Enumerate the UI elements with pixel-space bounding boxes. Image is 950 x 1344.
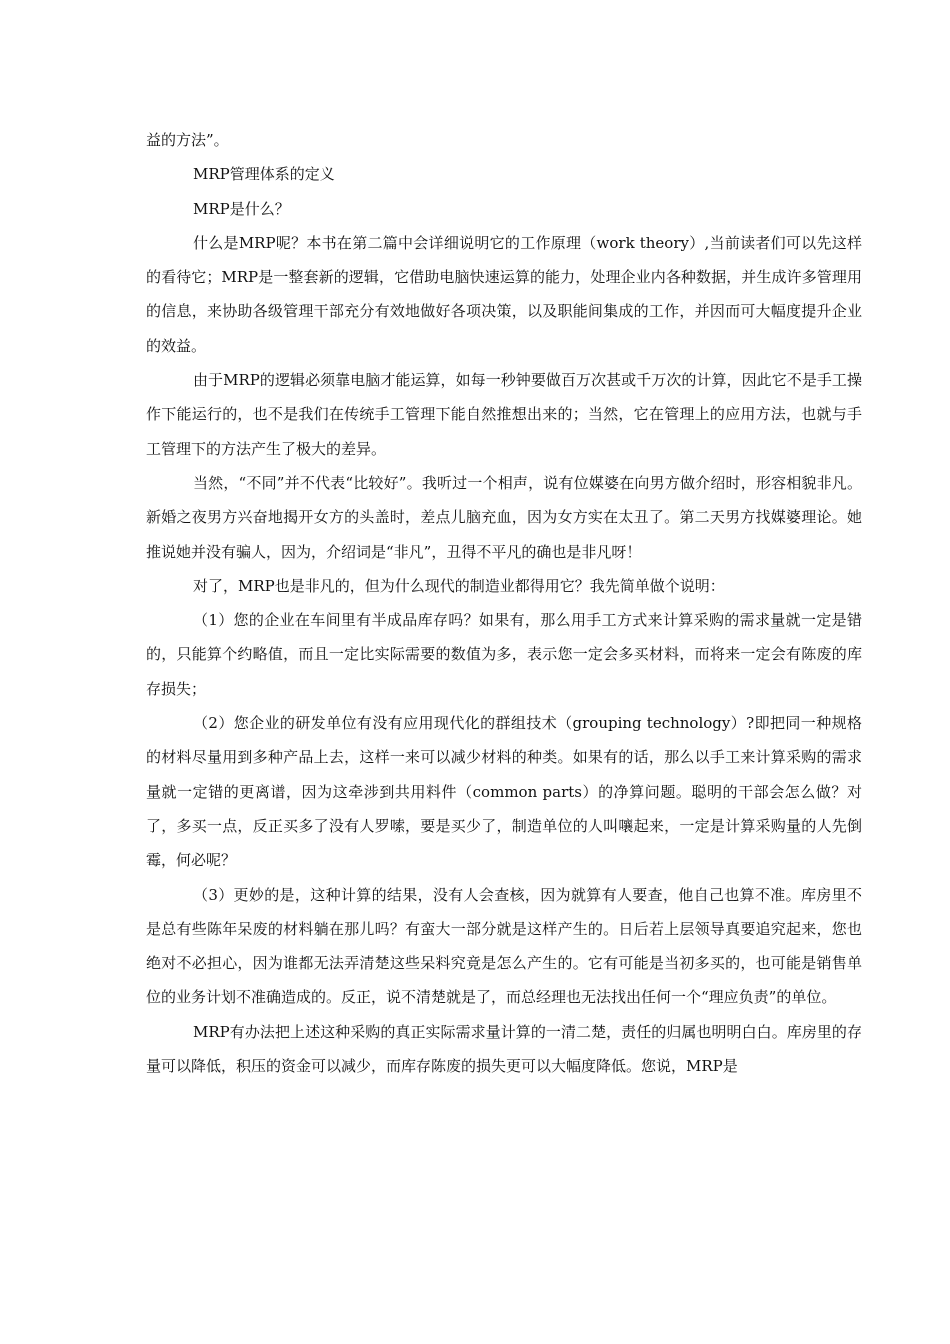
list-item-2: （2）您企业的研发单位有没有应用现代化的群组技术（grouping technology）?即把同一种规格的材料尽量用到多种产品上去，这样一来可以减少材料的种类。如果有的话，那么以手工来计算采购的需求量就一定错的更离谱，因为这牵涉到共用料件（common parts）的净算问题。聪明的干部会怎么做？对了，多买一点，反正买多了没有人罗嗦，要是买少了，制造单位的人叫嚷起来，一定是计算采购量的人先倒霉，何必呢？ bbox=[146, 714, 862, 870]
paragraph: 什么是MRP呢？本书在第二篇中会详细说明它的工作原理（work theory）,当前读者们可以先这样的看待它；MRP是一整套新的逻辑，它借助电脑快速运算的能力，处理企业内各种数据，并生成许多管理用的信息，来协助各级管理干部充分有效地做好各项决策，以及职能间集成的工作，并因而可大幅度提升企业的效益。 bbox=[146, 233, 862, 355]
body-text bbox=[146, 123, 862, 1083]
section-heading: MRP管理体系的定义 bbox=[193, 165, 335, 184]
paragraph: 对了，MRP也是非凡的，但为什么现代的制造业都得用它？我先简单做个说明： bbox=[193, 576, 725, 595]
paragraph: 当然，“不同”并不代表“比较好”。我听过一个相声，说有位媒婆在向男方做介绍时，形容相貌非凡。新婚之夜男方兴奋地揭开女方的头盖时，差点儿脑充血，因为女方实在太丑了。第二天男方找媒婆理论。她推说她并没有骗人，因为，介绍词是“非凡”，丑得不平凡的确也是非凡呀！ bbox=[146, 473, 862, 561]
paragraph: 由于MRP的逻辑必须靠电脑才能运算，如每一秒钟要做百万次甚或千万次的计算，因此它不是手工操作下能运行的，也不是我们在传统手工管理下能自然推想出来的；当然，它在管理上的应用方法，也就与手工管理下的方法产生了极大的差异。 bbox=[146, 371, 862, 458]
list-item-1: （1）您的企业在车间里有半成品库存吗？如果有，那么用手工方式来计算采购的需求量就一定是错的，只能算个约略值，而且一定比实际需要的数值为多，表示您一定会多买材料，而将来一定会有陈废的库存损失； bbox=[146, 611, 862, 698]
subsection-heading: MRP是什么？ bbox=[193, 199, 290, 218]
paragraph-continuation: 益的方法”。 bbox=[146, 131, 229, 149]
list-item-3: （3）更妙的是，这种计算的结果，没有人会查核，因为就算有人要查，他自己也算不准。库房里不是总有些陈年呆废的材料躺在那儿吗？有蛮大一部分就是这样产生的。日后若上层领导真要追究起来，您也绝对不必担心，因为谁都无法弄清楚这些呆料究竟是怎么产生的。它有可能是当初多买的，也可能是销售单位的业务计划不准确造成的。反正，说不清楚就是了，而总经理也无法找出任何一个“理应负责”的单位。 bbox=[146, 885, 862, 1007]
paragraph: MRP有办法把上述这种采购的真正实际需求量计算的一清二楚，责任的归属也明明白白。库房里的存量可以降低，积压的资金可以减少，而库存陈废的损失更可以大幅度降低。您说，MRP是 bbox=[146, 1022, 862, 1076]
